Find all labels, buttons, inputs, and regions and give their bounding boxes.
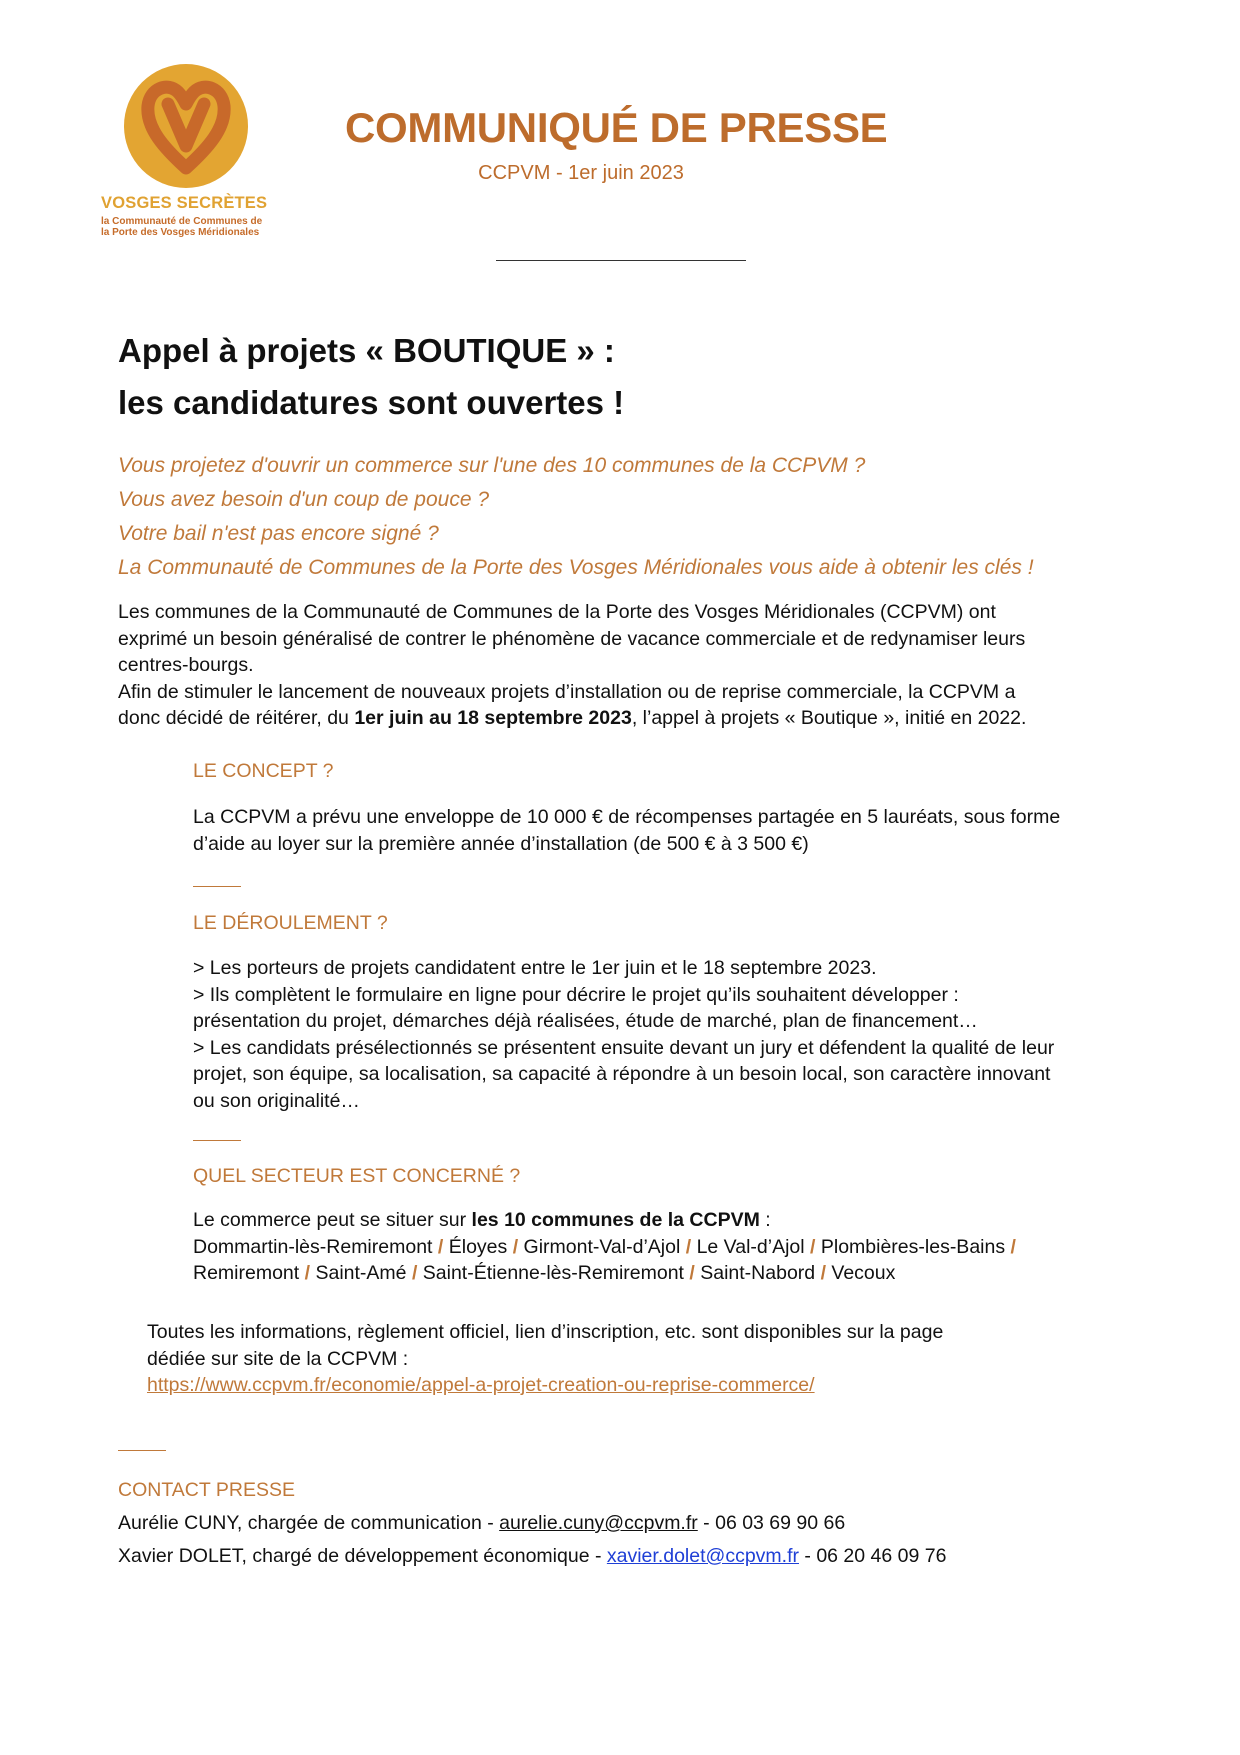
deroulement-line: > Les porteurs de projets candidatent entre le 1er juin et le 18 septembre 2023.	[193, 957, 877, 979]
body-line: Les communes de la Communauté de Communes de la Porte des Vosges Méridionales (CCPVM) ont	[118, 601, 996, 623]
commune-name: Remiremont	[193, 1262, 300, 1284]
campaign-dates: 1er juin au 18 septembre 2023	[354, 707, 632, 729]
commune-name: Saint-Amé	[315, 1262, 407, 1284]
commune-separator: /	[1010, 1235, 1016, 1258]
contact-block	[118, 1474, 1118, 1573]
contact-email-link[interactable]: aurelie.cuny@ccpvm.fr	[499, 1512, 698, 1534]
vosges-secretes-heart-logo-icon	[124, 64, 248, 188]
page-title: COMMUNIQUÉ DE PRESSE	[345, 104, 888, 151]
concept-line: d’aide au loyer sur la première année d’installation (de 500 € à 3 500 €)	[193, 832, 809, 855]
secteur-intro-text: Le commerce peut se situer sur	[193, 1209, 472, 1231]
deroulement-title: LE DÉROULEMENT ?	[193, 912, 388, 934]
info-block	[147, 1319, 1047, 1399]
commune-name: Saint-Étienne-lès-Remiremont	[422, 1262, 684, 1284]
section-divider	[193, 886, 241, 887]
deroulement-line: projet, son équipe, sa localisation, sa capacité à répondre à un besoin local, son caractère innovant	[193, 1063, 1051, 1085]
body-line	[118, 705, 1128, 732]
logo-subtitle-line2: la Porte des Vosges Méridionales	[101, 227, 260, 238]
contact-email-link[interactable]: xavier.dolet@ccpvm.fr	[606, 1545, 799, 1567]
commune-name: Saint-Nabord	[700, 1262, 816, 1284]
contact-line	[118, 1540, 1118, 1573]
contact-phone: - 06 03 69 90 66	[697, 1512, 846, 1534]
contact-title: CONTACT PRESSE	[118, 1479, 295, 1501]
body-text: donc décidé de réitérer, du	[118, 707, 355, 729]
info-line: Toutes les informations, règlement officiel, lien d’inscription, etc. sont disponibles sur la page	[147, 1321, 944, 1343]
intro-line: Vous projetez d'ouvrir un commerce sur l'une des 10 communes de la CCPVM ?	[118, 454, 866, 477]
body-text: , l’appel à projets « Boutique », initié en 2022.	[631, 707, 1027, 729]
communes-line	[193, 1260, 1143, 1287]
commune-separator: /	[437, 1235, 444, 1258]
headline-line1: Appel à projets « BOUTIQUE » :	[118, 332, 615, 369]
headline	[118, 325, 1118, 429]
logo-name: VOSGES SECRÈTES	[101, 194, 268, 212]
contact-person: Xavier DOLET, chargé de développement économique -	[118, 1545, 607, 1567]
concept-title: LE CONCEPT ?	[193, 760, 334, 782]
headline-line2: les candidatures sont ouvertes !	[118, 384, 625, 421]
secteur-intro-text: :	[759, 1209, 771, 1231]
header-divider	[496, 260, 746, 261]
contact-line	[118, 1507, 1118, 1540]
info-line: dédiée sur site de la CCPVM :	[147, 1347, 409, 1370]
commune-name: Vecoux	[831, 1262, 896, 1284]
logo	[96, 60, 296, 250]
commune-separator: /	[304, 1262, 311, 1284]
contact-person: Aurélie CUNY, chargée de communication -	[118, 1512, 500, 1534]
release-date: CCPVM - 1er juin 2023	[478, 162, 684, 184]
body-line: Afin de stimuler le lancement de nouveaux projets d’installation ou de reprise commerciale, la CCPVM a	[118, 680, 1016, 703]
commune-separator: /	[689, 1262, 695, 1284]
intro-line: Votre bail n'est pas encore signé ?	[118, 522, 439, 545]
commune-name: Girmont-Val-d’Ajol	[523, 1235, 681, 1258]
logo-subtitle-line1: la Communauté de Communes de	[101, 216, 263, 227]
deroulement-line: > Les candidats présélectionnés se présentent ensuite devant un jury et défendent la qualité de leur	[193, 1036, 1055, 1059]
commune-separator: /	[411, 1262, 418, 1284]
commune-name: Plombières-les-Bains	[820, 1235, 1006, 1258]
body-line: exprimé un besoin généralisé de contrer le phénomène de vacance commerciale et de redynamiser leurs	[118, 627, 1026, 650]
body-paragraphs	[118, 599, 1128, 732]
contact-divider	[118, 1450, 166, 1451]
intro-questions	[118, 449, 1178, 585]
commune-name: Le Val-d’Ajol	[696, 1235, 805, 1258]
secteur-title: QUEL SECTEUR EST CONCERNÉ ?	[193, 1165, 521, 1187]
commune-separator: /	[512, 1235, 519, 1258]
deroulement-body	[193, 955, 1143, 1114]
deroulement-line: ou son originalité…	[193, 1089, 360, 1112]
communes-line	[193, 1234, 1143, 1261]
commune-separator: /	[820, 1262, 826, 1284]
secteur-intro	[193, 1207, 1143, 1234]
intro-line: Vous avez besoin d'un coup de pouce ?	[118, 488, 490, 511]
commune-separator: /	[810, 1235, 816, 1258]
deroulement-line: > Ils complètent le formulaire en ligne pour décrire le projet qu’ils souhaitent développer :	[193, 983, 959, 1006]
deroulement-line: présentation du projet, démarches déjà réalisées, étude de marché, plan de financement…	[193, 1010, 978, 1032]
secteur-intro-bold: les 10 communes de la CCPVM	[471, 1209, 760, 1231]
commune-separator: /	[685, 1235, 692, 1258]
intro-line: La Communauté de Communes de la Porte des Vosges Méridionales vous aide à obtenir les clés !	[118, 556, 1034, 579]
body-line: centres-bourgs.	[118, 654, 254, 676]
commune-name: Dommartin-lès-Remiremont	[193, 1235, 433, 1258]
ccpvm-project-link[interactable]: https://www.ccpvm.fr/economie/appel-a-projet-creation-ou-reprise-commerce/	[147, 1374, 815, 1396]
concept-body	[193, 804, 1143, 857]
commune-name: Éloyes	[448, 1235, 508, 1258]
section-divider	[193, 1140, 241, 1141]
concept-line: La CCPVM a prévu une enveloppe de 10 000 € de récompenses partagée en 5 lauréats, sous forme	[193, 806, 1061, 828]
contact-phone: - 06 20 46 09 76	[798, 1545, 947, 1567]
secteur-body	[193, 1207, 1143, 1287]
